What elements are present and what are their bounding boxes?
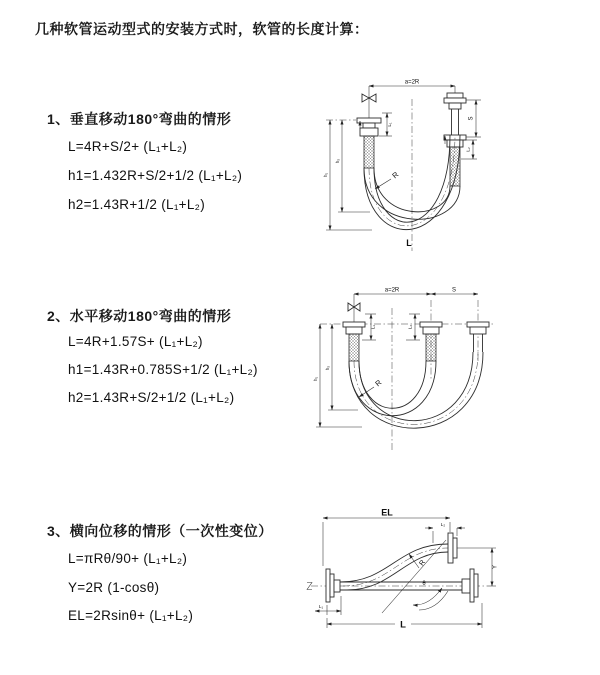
radius-label: R — [373, 377, 384, 389]
flange-middle — [420, 322, 442, 334]
hose-braid-left — [364, 136, 374, 168]
dimension-s — [431, 288, 478, 295]
section-1-heading: 1、垂直移动180°弯曲的情形 — [47, 111, 232, 127]
dim-y-label: Y — [492, 564, 499, 570]
flange-right-upper — [444, 86, 466, 135]
section-3-formula-L: L=πRθ/90+ (L₁+L₂) — [68, 551, 188, 566]
radius-callout — [375, 170, 401, 189]
dim-l2-label: L₂ — [408, 324, 414, 330]
dim-l1-label: L₁ — [388, 122, 393, 127]
radius-callout — [359, 378, 384, 397]
dim-s-label: S — [451, 287, 457, 294]
flange-right-upper — [448, 533, 457, 563]
flange-right — [467, 322, 489, 334]
dimension-l — [327, 603, 482, 631]
section-1-formula-L: L=4R+S/2+ (L₁+L₂) — [68, 139, 188, 154]
dim-s-label: S — [468, 116, 475, 121]
dimension-l2 — [425, 522, 465, 543]
dim-width-label: a=2R — [384, 287, 400, 294]
dimension-width — [369, 80, 455, 87]
section-3-formula-EL: EL=2Rsinθ+ (L₁+L₂) — [68, 608, 194, 623]
section-2-formula-h1: h1=1.43R+0.785S+1/2 (L₁+L₂) — [68, 362, 258, 377]
dim-h1-label: h₁ — [314, 376, 319, 382]
section-2-heading: 2、水平移动180°弯曲的情形 — [47, 308, 232, 324]
angle-theta-label: θ — [422, 581, 426, 587]
dim-l2-label: L₂ — [466, 147, 472, 152]
section-1-formula-h2: h2=1.43R+1/2 (L₁+L₂) — [68, 197, 206, 212]
dimension-s — [466, 100, 481, 137]
dim-l1-label: L₁ — [318, 605, 324, 610]
flange-left — [326, 569, 340, 602]
dim-h2-label: h₂ — [326, 365, 331, 371]
flange-left — [357, 118, 381, 136]
dimension-l1 — [379, 113, 393, 136]
dim-h2-label: h₂ — [336, 158, 341, 164]
diagram-vertical-movement-180 — [312, 73, 597, 258]
hose-braid-middle — [426, 334, 436, 361]
flange-right-lower — [462, 569, 478, 602]
hose-braid-right — [450, 147, 460, 186]
hose-braid-left — [349, 334, 359, 361]
dim-el-label: EL — [381, 507, 393, 518]
dimension-l2 — [406, 314, 420, 340]
diagram-horizontal-movement-180 — [308, 284, 598, 459]
dim-h1-label: h₁ — [324, 172, 329, 178]
section-3-formula-Y: Y=2R (1-cosθ) — [68, 580, 160, 595]
length-label: L — [406, 238, 412, 248]
dim-l2-label: L₂ — [440, 523, 446, 528]
dim-width-label: a=2R — [404, 79, 420, 86]
hose-s-curve — [340, 544, 448, 590]
section-1-formula-h1: h1=1.432R+S/2+1/2 (L₁+L₂) — [68, 168, 243, 183]
section-2-formula-h2: h2=1.43R+S/2+1/2 (L₁+L₂) — [68, 390, 235, 405]
valve-icon — [348, 294, 360, 322]
section-2-formula-L: L=4R+1.57S+ (L₁+L₂) — [68, 334, 203, 349]
dim-l-label: L — [400, 619, 406, 631]
flange-left — [343, 322, 365, 334]
page-title: 几种软管运动型式的安装方式时，软管的长度计算： — [35, 21, 369, 37]
dim-l1-label: L₁ — [371, 324, 377, 330]
dimension-width — [354, 288, 431, 295]
radius-label: R — [418, 559, 428, 568]
valve-icon — [362, 86, 376, 118]
section-3-heading: 3、横向位移的情形（一次性变位） — [47, 523, 273, 539]
diagram-lateral-displacement — [305, 506, 595, 651]
radius-label: R — [390, 169, 401, 181]
